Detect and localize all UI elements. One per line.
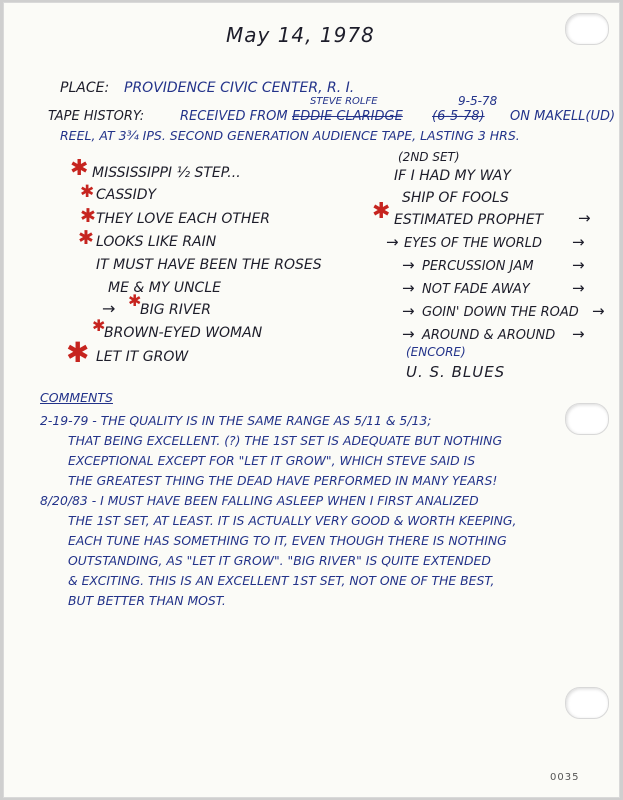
arrow-icon: →	[578, 209, 591, 227]
tape-history-label: TAPE HISTORY:	[48, 109, 145, 124]
tape-history-line2: REEL, AT 3¾ IPS. SECOND GENERATION AUDIENCE TAPE, LASTING 3 HRS.	[60, 128, 520, 143]
set1-song: LOOKS LIKE RAIN	[96, 234, 217, 250]
encore-label: (ENCORE)	[406, 345, 466, 359]
arrow-icon: →	[402, 256, 415, 274]
red-asterisk-icon: ✱	[80, 205, 96, 227]
red-asterisk-icon: ✱	[128, 291, 142, 310]
red-asterisk-icon: ✱	[80, 182, 95, 202]
red-asterisk-icon: ✱	[70, 156, 89, 181]
set2-label: (2ND SET)	[398, 150, 460, 164]
set1-song: CASSIDY	[96, 187, 157, 203]
binder-hole-bottom	[565, 687, 609, 719]
comments-heading: COMMENTS	[40, 390, 113, 405]
comment-line: OUTSTANDING, AS "LET IT GROW". "BIG RIVER" IS QUITE EXTENDED	[68, 553, 491, 568]
comment-line: 8/20/83 - I MUST HAVE BEEN FALLING ASLEEP WHEN I FIRST ANALIZED	[40, 493, 479, 508]
place-value: PROVIDENCE CIVIC CENTER, R. I.	[124, 80, 355, 96]
tape-history-received: RECEIVED FROM	[180, 109, 288, 124]
set2-song: GOIN' DOWN THE ROAD	[422, 305, 579, 320]
arrow-icon: →	[386, 233, 399, 251]
binder-hole-top	[565, 13, 609, 45]
arrow-icon: →	[572, 325, 585, 343]
arrow-icon: →	[572, 256, 585, 274]
encore-song: U. S. BLUES	[406, 363, 506, 381]
comment-line: & EXCITING. THIS IS AN EXCELLENT 1ST SET, NOT ONE OF THE BEST,	[68, 573, 495, 588]
set2-song: IF I HAD MY WAY	[394, 168, 511, 184]
arrow-icon: →	[592, 302, 605, 320]
set2-song: AROUND & AROUND	[422, 328, 556, 343]
set2-song: EYES OF THE WORLD	[404, 236, 543, 251]
notebook-page	[3, 2, 620, 798]
arrow-icon: →	[402, 279, 415, 297]
comment-line: THE 1ST SET, AT LEAST. IT IS ACTUALLY VERY GOOD & WORTH KEEPING,	[68, 513, 517, 528]
set2-song: ESTIMATED PROPHET	[394, 212, 544, 228]
tape-history-date-correction: 9-5-78	[458, 94, 498, 108]
arrow-icon: →	[402, 302, 415, 320]
arrow-icon: →	[572, 279, 585, 297]
binder-hole-middle	[565, 403, 609, 435]
red-asterisk-icon: ✱	[372, 199, 391, 224]
set1-song: ME & MY UNCLE	[108, 280, 221, 296]
red-asterisk-icon: ✱	[78, 227, 94, 249]
set2-song: NOT FADE AWAY	[422, 282, 530, 297]
set1-song: MISSISSIPPI ½ STEP...	[92, 165, 241, 181]
set1-song: BROWN-EYED WOMAN	[104, 325, 263, 341]
tape-history-date-struck: (6-5-78)	[432, 109, 485, 124]
arrow-icon: →	[572, 233, 585, 251]
red-asterisk-icon: ✱	[66, 336, 90, 369]
tape-history-source-correction: STEVE ROLFE	[310, 96, 378, 107]
arrow-icon: →	[402, 325, 415, 343]
set2-song: SHIP OF FOOLS	[402, 190, 509, 206]
page-number: 0035	[550, 772, 580, 783]
place-label: PLACE:	[60, 80, 110, 96]
set1-song: IT MUST HAVE BEEN THE ROSES	[96, 257, 322, 273]
set2-song: PERCUSSION JAM	[422, 259, 534, 274]
comment-line: EACH TUNE HAS SOMETHING TO IT, EVEN THOUGH THERE IS NOTHING	[68, 533, 507, 548]
set1-song: BIG RIVER	[140, 302, 212, 318]
comment-line: THE GREATEST THING THE DEAD HAVE PERFORMED IN MANY YEARS!	[68, 473, 498, 488]
comment-line: EXCEPTIONAL EXCEPT FOR "LET IT GROW", WHICH STEVE SAID IS	[68, 453, 476, 468]
comment-line: THAT BEING EXCELLENT. (?) THE 1ST SET IS ADEQUATE BUT NOTHING	[68, 433, 503, 448]
arrow-icon: →	[102, 299, 116, 318]
set1-song: LET IT GROW	[96, 349, 189, 365]
set1-song: THEY LOVE EACH OTHER	[96, 211, 271, 227]
tape-history-source-struck: EDDIE CLARIDGE	[292, 109, 403, 124]
page-date: May 14, 1978	[226, 23, 375, 47]
comment-line: BUT BETTER THAN MOST.	[68, 593, 226, 608]
red-asterisk-icon: ✱	[92, 316, 106, 335]
tape-history-line1-end: ON MAKELL(UD)	[510, 109, 616, 124]
comment-line: 2-19-79 - THE QUALITY IS IN THE SAME RANGE AS 5/11 & 5/13;	[40, 413, 432, 428]
